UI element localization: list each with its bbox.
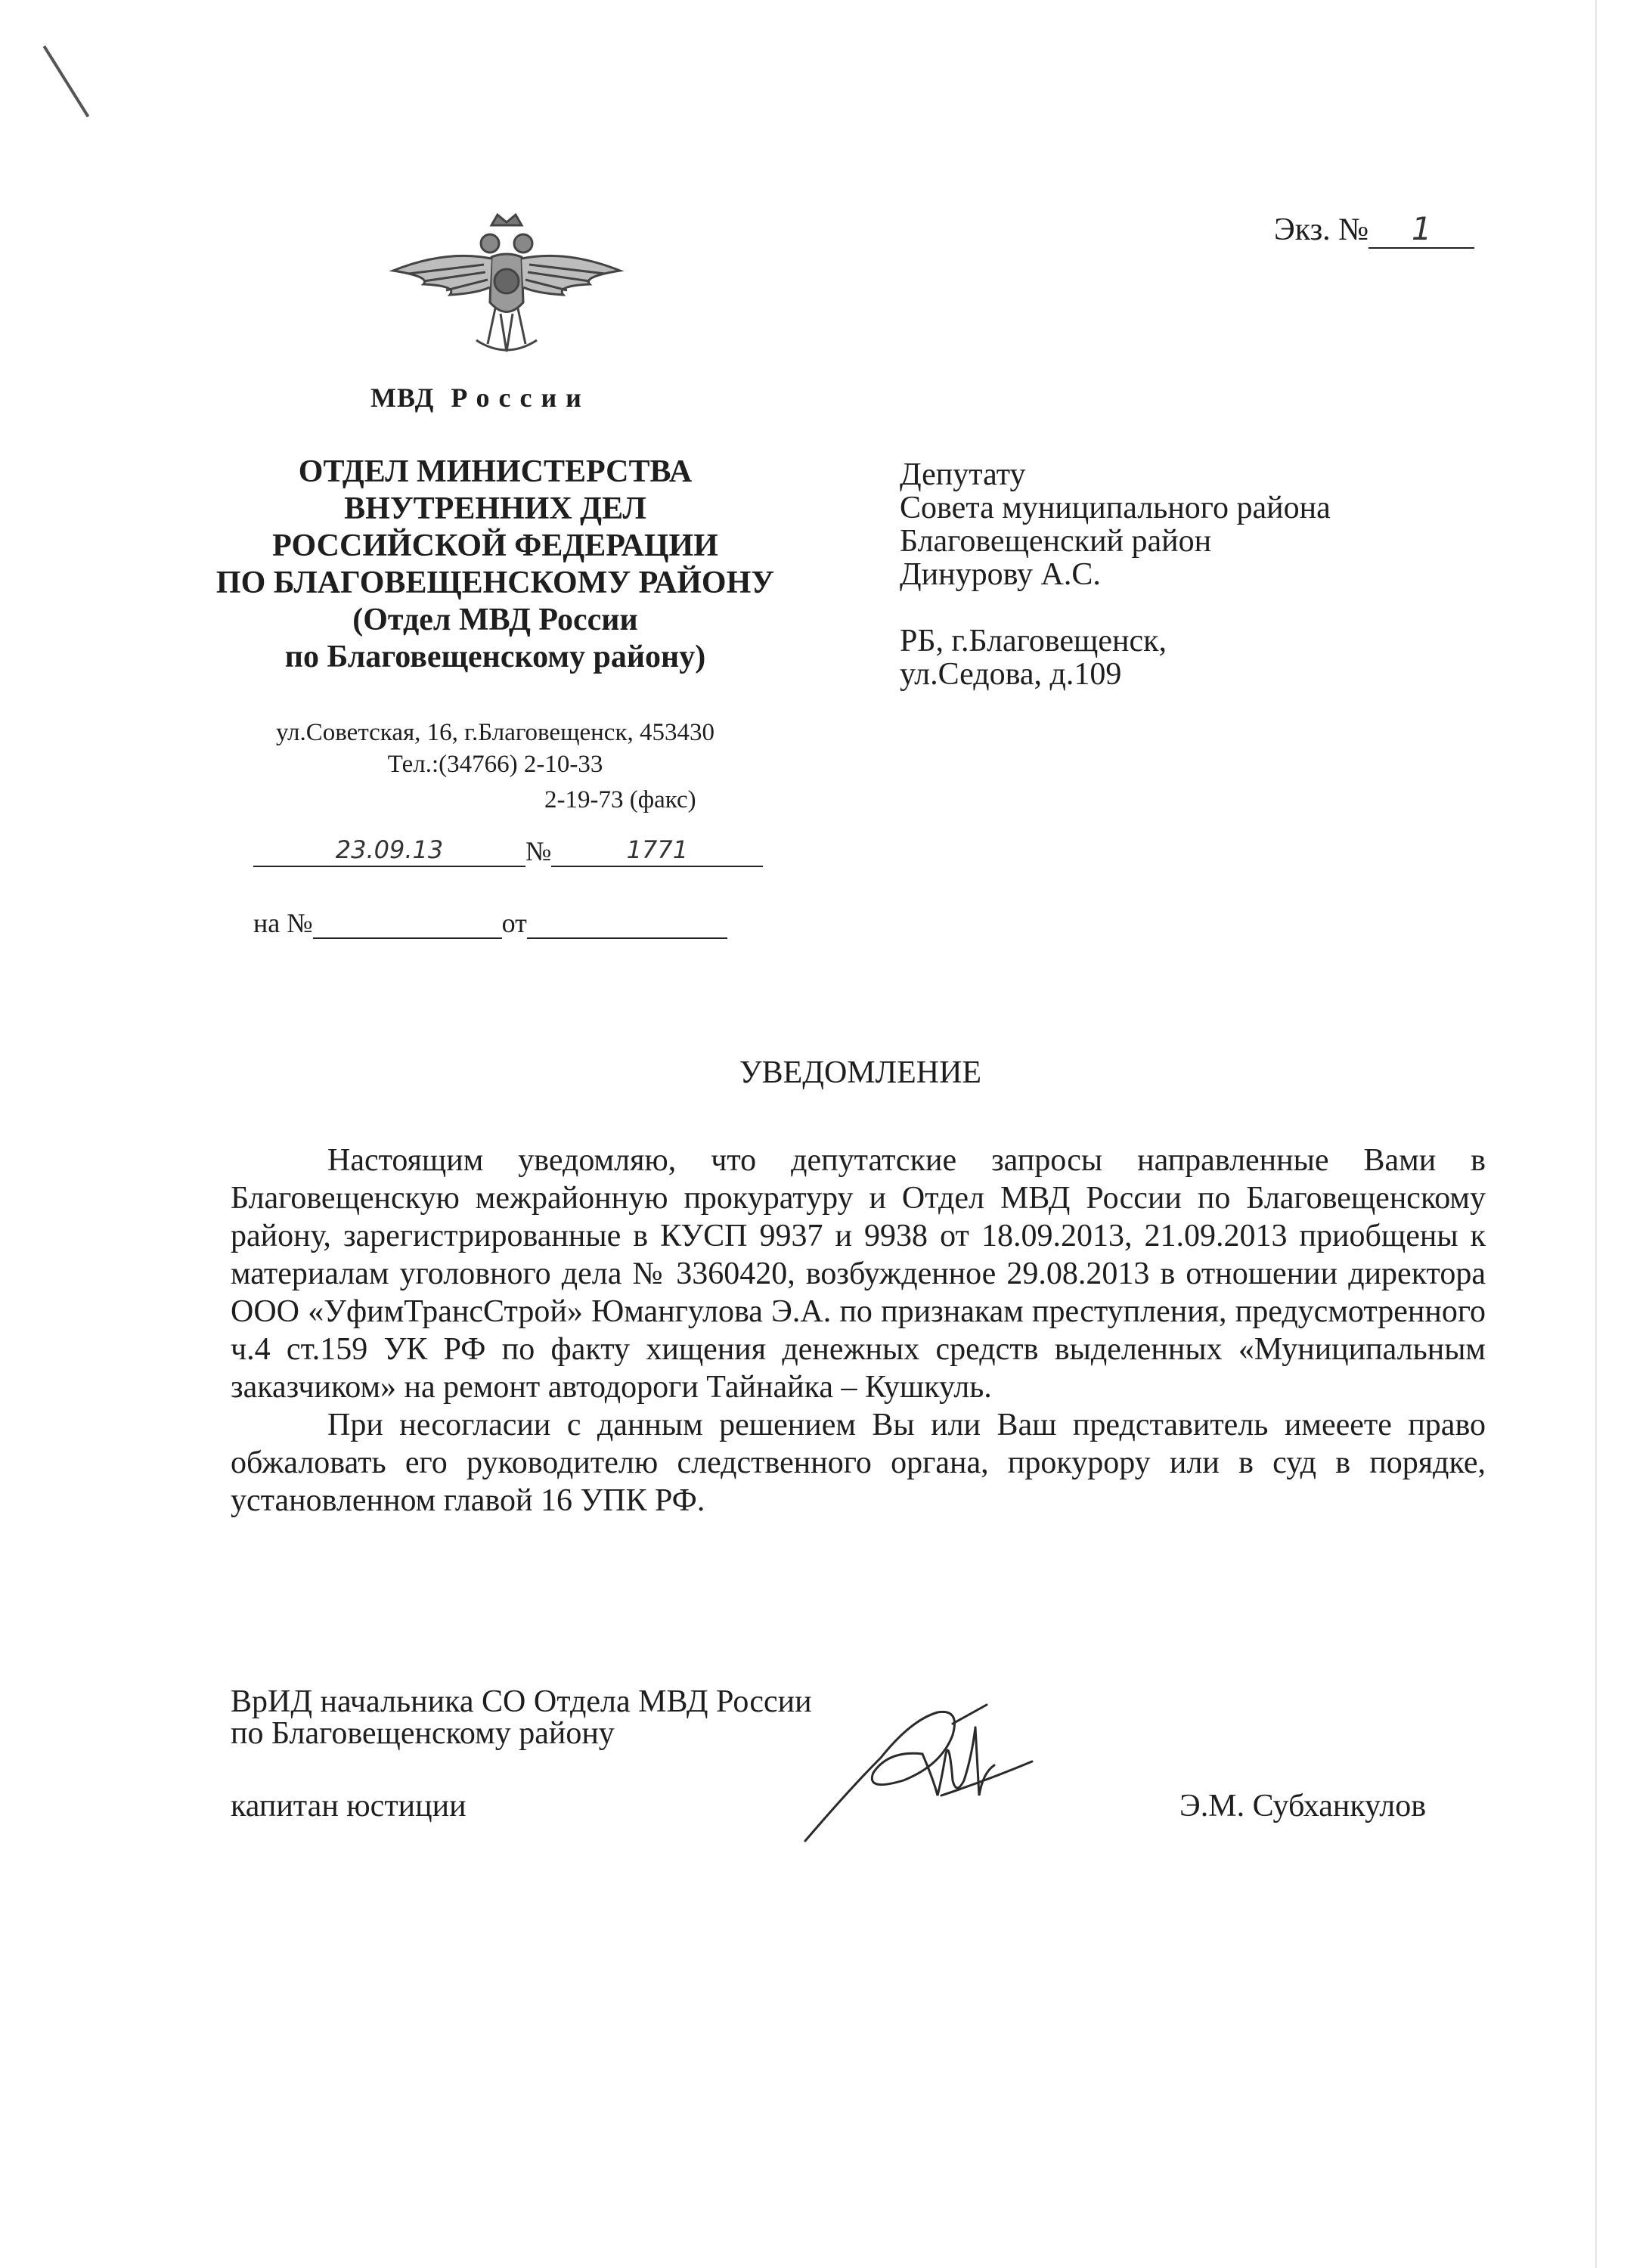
signatory-name: Э.М. Субханкулов: [1179, 1789, 1427, 1823]
org-line: ПО БЛАГОВЕЩЕНСКОМУ РАЙОНУ: [215, 565, 775, 600]
org-line: ОТДЕЛ МИНИСТЕРСТВА: [298, 454, 693, 489]
org-address: ул.Советская, 16, г.Благовещенск, 453430: [276, 719, 714, 746]
reference-line: [253, 907, 727, 939]
ministry-country: России: [451, 383, 590, 413]
signatory-position-line: по Благовещенскому району: [231, 1716, 615, 1751]
org-line: ВНУТРЕННИХ ДЕЛ: [344, 491, 646, 526]
addressee-address-line: РБ, г.Благовещенск,: [900, 624, 1167, 658]
addressee-line: Динурову А.С.: [900, 557, 1101, 592]
addressee-line: Благовещенский район: [900, 524, 1212, 559]
eagle-emblem-icon: [378, 212, 635, 363]
copy-number-label: Экз. №: [1274, 212, 1369, 247]
org-phone: Тел.:(34766) 2-10-33: [387, 751, 603, 778]
org-fax: 2-19-73 (факс): [544, 786, 696, 813]
signatory-position-line: ВрИД начальника СО Отдела МВД России: [231, 1684, 812, 1719]
signatory-rank: капитан юстиции: [231, 1789, 466, 1823]
signatory-position: [231, 1686, 812, 1749]
document-title-text: УВЕДОМЛЕНИЕ: [739, 1055, 982, 1090]
org-line: РОССИЙСКОЙ ФЕДЕРАЦИИ: [272, 528, 718, 563]
paper-edge: [1595, 0, 1597, 2268]
org-line: (Отдел МВД России: [352, 603, 638, 637]
organization-contacts: [144, 717, 847, 780]
reference-number-blank: [313, 912, 502, 939]
copy-number-value: 1: [1368, 210, 1474, 249]
body-paragraph: Настоящим уведомляю, что депутатские запросы направленные Вами в Благовещенскую межрайонную прокуратуру и Отдел МВД России по Благовещенскому району, зарегистрированные в КУСП 9937 и 9938 от 18.09.2013, 21.09.2013 приобщены к материалам уголовного дела № 3360420, возбужденное 29.08.2013 в отношении директора ООО «УфимТрансСтрой» Юмангулова Э.А. по признакам преступления, предусмотренного ч.4 ст.159 УК РФ по факту хищения денежных средств выделенных «Муниципальным заказчиком» на ремонт автодороги Тайнайка – Кушкуль.: [231, 1143, 1486, 1405]
ministry-title: [370, 382, 590, 414]
handwritten-signature-icon: [790, 1690, 1040, 1856]
copy-number: [1274, 210, 1474, 249]
org-line: по Благовещенскому району): [284, 640, 706, 674]
registration-number-label: №: [525, 836, 552, 866]
notification-body: [231, 1142, 1486, 1520]
body-paragraph: При несогласии с данным решением Вы или Ваш представитель имееете право обжаловать его руководителю следственного органа, прокурору или в суд в порядке, установленном главой 16 УПК РФ.: [231, 1408, 1486, 1518]
addressee: [900, 458, 1331, 691]
registration-number: 1771: [551, 835, 763, 867]
addressee-address-line: ул.Седова, д.109: [900, 657, 1122, 692]
addressee-line: Совета муниципального района: [900, 491, 1331, 525]
document-title: [0, 1055, 1649, 1091]
reference-from-label: от: [501, 908, 527, 938]
reference-date-blank: [527, 912, 727, 939]
ministry-abbrev: МВД: [370, 383, 435, 413]
scan-mark: [43, 45, 90, 117]
registration-date: 23.09.13: [253, 835, 525, 867]
reference-label: на №: [253, 908, 313, 938]
addressee-line: Депутату: [900, 457, 1026, 492]
organization-name: [144, 454, 847, 676]
registration-line: [253, 835, 763, 867]
